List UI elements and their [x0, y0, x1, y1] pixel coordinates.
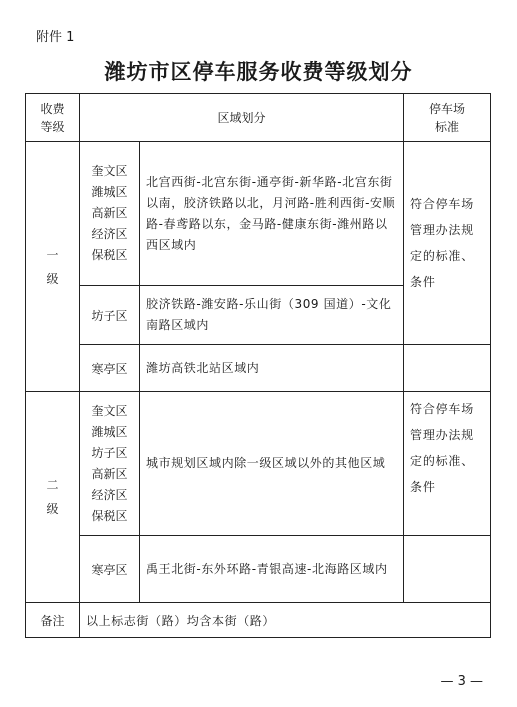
header-zone: 区域划分 — [80, 94, 404, 142]
level-one-label — [26, 142, 80, 392]
areas-cell: 寒亭区 — [80, 536, 140, 603]
fee-level-table — [25, 93, 491, 638]
areas-cell: 寒亭区 — [80, 345, 140, 392]
header-fee-level-text: 收费 等级 — [40, 101, 65, 134]
areas-cell: 坊子区 — [80, 286, 140, 345]
note-row — [26, 603, 491, 638]
zone-desc-cell: 城市规划区域内除一级区域以外的其他区域 — [140, 392, 404, 536]
level-two-text: 二 级 — [46, 478, 59, 516]
standard-cell-empty — [404, 536, 491, 603]
zone-desc-cell: 胶济铁路-潍安路-乐山街（309 国道）-文化南路区域内 — [140, 286, 404, 345]
standard-cell: 符合停车场管理办法规定的标准、条件 — [404, 142, 491, 345]
zone-desc-cell: 北宫西街-北宫东街-通亭街-新华路-北宫东街以南，胶济铁路以北，月河路-胜利西街-安顺路-春鸢路以东，金马路-健康东街-潍州路以西区域内 — [140, 142, 404, 286]
level-one-text: 一 级 — [46, 247, 59, 286]
table-header-row — [26, 94, 491, 142]
table-row — [26, 142, 491, 286]
note-label: 备注 — [26, 603, 80, 638]
zone-desc-cell: 潍坊高铁北站区域内 — [140, 345, 404, 392]
zone-desc-cell: 禹王北街-东外环路-青银高速-北海路区域内 — [140, 536, 404, 603]
document-title: 潍坊市区停车服务收费等级划分 — [104, 60, 413, 84]
level-two-label — [26, 392, 80, 603]
table-row — [26, 345, 491, 392]
header-standard-text: 停车场 标准 — [429, 101, 466, 134]
table-row — [26, 392, 491, 536]
areas-cell — [80, 142, 140, 286]
header-standard — [404, 94, 491, 142]
note-text: 以上标志街（路）均含本街（路） — [80, 603, 491, 638]
standard-cell: 符合停车场管理办法规定的标准、条件 — [404, 392, 491, 536]
table-row — [26, 536, 491, 603]
page-number: — 3 — — [440, 674, 483, 689]
areas-text: 奎文区 潍城区 坊子区 高新区 经济区 保税区 — [91, 403, 128, 523]
areas-text: 奎文区 潍城区 高新区 经济区 保税区 — [91, 164, 128, 262]
header-fee-level — [26, 94, 80, 142]
standard-cell-empty — [404, 345, 491, 392]
areas-cell — [80, 392, 140, 536]
attachment-label: 附件 1 — [36, 30, 75, 45]
